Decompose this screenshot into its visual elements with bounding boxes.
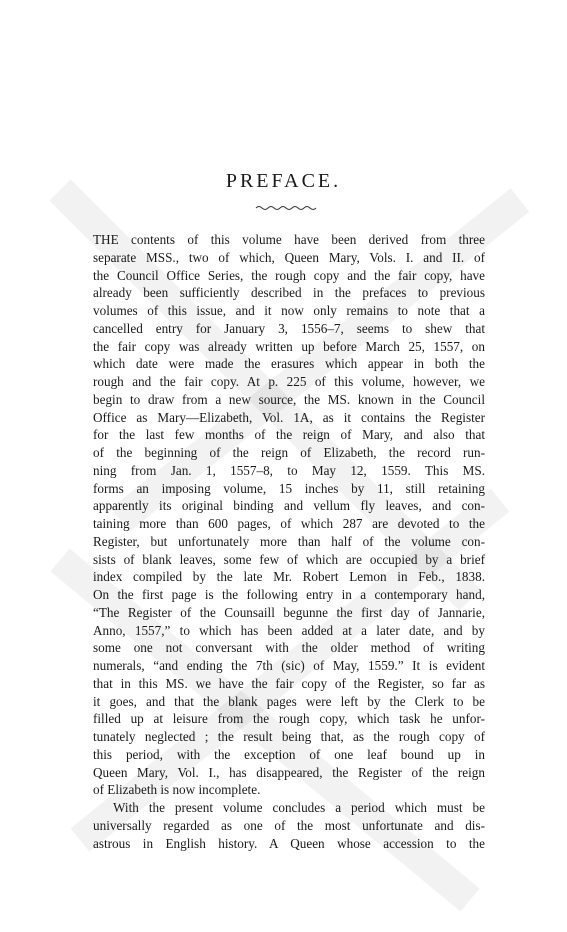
text-line: filled up at leisure from the rough copy, which task he unfor- <box>93 711 485 727</box>
page-title: PREFACE. <box>225 170 342 192</box>
paragraph <box>93 799 485 852</box>
text-line: this period, with the exception of one leaf bound up in <box>93 746 485 762</box>
text-line: astrous in English history. A Queen whose accession to the <box>93 835 485 851</box>
text-line: On the first page is the following entry in a contemporary hand, <box>93 587 485 602</box>
text-line: taining more than 600 pages, of which 287 are devoted to the <box>93 516 485 531</box>
text-line: Register, but unfortunately more than half of the volume con- <box>93 533 485 549</box>
text-line: cancelled entry for January 3, 1556–7, seems to shew that <box>93 320 485 336</box>
text-line: numerals, “and ending the 7th (sic) of May, 1559.” It is evident <box>93 658 485 673</box>
text-line: it goes, and that the blank pages were left by the Clerk to be <box>93 693 485 709</box>
text-line: volumes of this issue, and it now only remains to note that a <box>93 303 485 318</box>
text-line: that in this MS. we have the fair copy of the Register, so far as <box>93 675 485 691</box>
text-line: the fair copy was already written up before March 25, 1557, on <box>93 338 485 354</box>
text-line: the Council Office Series, the rough copy and the fair copy, have <box>93 267 485 283</box>
text-line: separate MSS., two of which, Queen Mary, Vols. I. and II. of <box>93 249 485 265</box>
text-line: rough and the fair copy. At p. 225 of this volume, however, we <box>93 374 485 389</box>
text-line: begin to draw from a new source, the MS. known in the Council <box>93 391 485 407</box>
text-line: tunately neglected ; the result being that, as the rough copy of <box>93 729 485 744</box>
title-ornament <box>254 203 318 213</box>
preface-body <box>93 231 485 852</box>
text-line: Office as Mary—Elizabeth, Vol. 1A, as it contains the Register <box>93 409 485 425</box>
text-line: of Elizabeth is now incomplete. <box>93 782 261 798</box>
text-line: ning from Jan. 1, 1557–8, to May 12, 1559. This MS. <box>93 462 485 478</box>
text-line: already been sufficiently described in the prefaces to previous <box>93 285 485 301</box>
text-line: apparently its original binding and vellum fly leaves, and con- <box>93 498 485 514</box>
text-line: sists of blank leaves, some few of which are occupied by a brief <box>93 551 485 567</box>
paragraph <box>93 231 485 799</box>
text-line: for the last few months of the reign of Mary, and also that <box>93 427 485 443</box>
text-line: universally regarded as one of the most unfortunate and dis- <box>93 817 485 833</box>
text-line: some one not conversant with the older method of writing <box>93 640 485 656</box>
text-line: Queen Mary, Vol. I., has disappeared, the Register of the reign <box>93 764 485 780</box>
text-line: THE contents of this volume have been derived from three <box>93 232 485 247</box>
text-line: With the present volume concludes a period which must be <box>113 800 485 815</box>
text-line: of the beginning of the reign of Elizabeth, the record run- <box>93 445 485 460</box>
text-line: which date were made the erasures which appear in both the <box>93 356 485 372</box>
text-line: Anno, 1557,” to which has been added at a later date, and by <box>93 622 485 638</box>
text-line: index compiled by the late Mr. Robert Lemon in Feb., 1838. <box>93 569 485 585</box>
text-line: “The Register of the Counsaill begunne the first day of Jannarie, <box>93 604 485 620</box>
text-line: forms an imposing volume, 15 inches by 11, still retaining <box>93 480 485 496</box>
